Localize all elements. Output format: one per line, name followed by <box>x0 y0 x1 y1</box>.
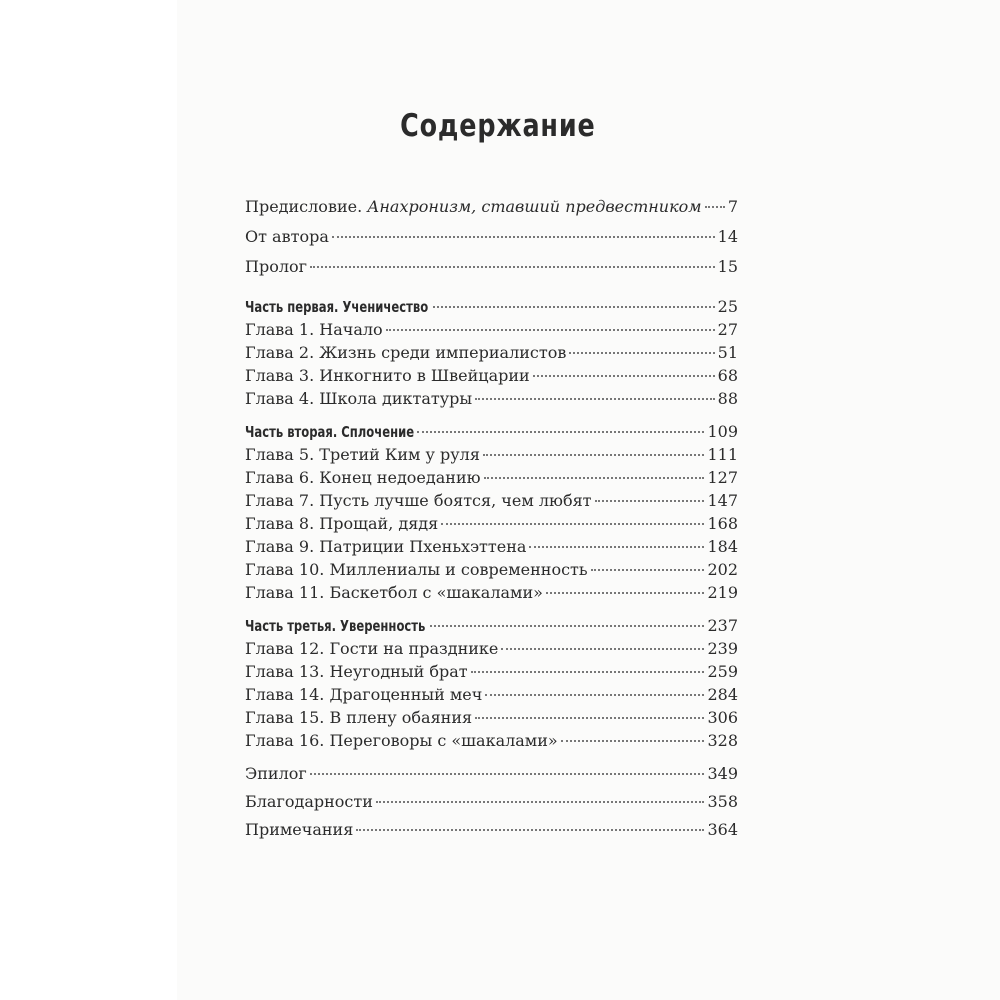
toc-part-label: Часть третья. Уверенность <box>245 617 426 635</box>
toc-entry-page: 7 <box>727 197 738 216</box>
toc-entry-page: 284 <box>707 685 738 704</box>
part-two <box>245 422 738 606</box>
leader-dots <box>595 500 705 502</box>
toc-chapter <box>245 560 738 583</box>
toc-entry-label: Глава 13. Неугодный брат <box>245 662 468 681</box>
leader-dots <box>483 454 705 456</box>
toc-chapter <box>245 583 738 606</box>
toc-entry-page: 168 <box>707 514 738 533</box>
leader-dots <box>376 801 705 803</box>
toc-entry-page: 88 <box>717 389 738 408</box>
leader-dots <box>485 694 704 696</box>
toc-part-heading <box>245 297 738 320</box>
leader-dots <box>433 306 715 308</box>
toc-entry-page: 14 <box>717 227 738 246</box>
toc-entry-label: Глава 10. Миллениалы и современность <box>245 560 588 579</box>
leader-dots <box>591 569 705 571</box>
toc-entry-page: 111 <box>707 445 738 464</box>
toc-entry-page: 25 <box>717 297 738 316</box>
leader-dots <box>332 236 715 238</box>
toc-chapter <box>245 320 738 343</box>
leader-dots <box>475 717 704 719</box>
toc-entry-page: 127 <box>707 468 738 487</box>
toc-entry-label: Глава 2. Жизнь среди империалистов <box>245 343 567 362</box>
toc-chapter <box>245 639 738 662</box>
toc-entry-page: 15 <box>717 257 738 276</box>
toc-entry-label: Глава 1. Начало <box>245 320 383 339</box>
page-title: Содержание <box>400 108 596 144</box>
leader-dots <box>475 398 715 400</box>
leader-dots <box>386 329 715 331</box>
toc-entry-page: 328 <box>707 731 738 750</box>
toc-entry-page: 364 <box>707 820 738 839</box>
toc-entry-page: 349 <box>707 764 738 783</box>
toc-chapter <box>245 491 738 514</box>
leader-dots <box>441 523 704 525</box>
toc-entry-notes <box>245 820 738 848</box>
toc-part-heading <box>245 616 738 639</box>
leader-dots <box>533 375 715 377</box>
toc-part-label: Часть первая. Ученичество <box>245 298 429 316</box>
toc-entry-label: Глава 12. Гости на празднике <box>245 639 499 658</box>
leader-dots <box>546 592 705 594</box>
leader-dots <box>356 829 704 831</box>
front-matter <box>245 197 738 287</box>
toc-chapter <box>245 514 738 537</box>
toc-entry-page: 239 <box>707 639 738 658</box>
toc-entry-label: От автора <box>245 227 329 246</box>
leader-dots <box>529 546 704 548</box>
toc-entry-from-author <box>245 227 738 257</box>
toc-entry-label: Глава 8. Прощай, дядя <box>245 514 439 533</box>
toc-entry-label: Глава 14. Драгоценный меч <box>245 685 483 704</box>
toc-entry-label: Глава 16. Переговоры с «шакалами» <box>245 731 558 750</box>
toc-entry-page: 184 <box>707 537 738 556</box>
toc-entry-page: 109 <box>707 422 738 441</box>
toc-entry-epilogue <box>245 764 738 792</box>
toc-chapter <box>245 708 738 731</box>
back-matter <box>245 764 738 848</box>
toc-entry-page: 202 <box>707 560 738 579</box>
toc-part-label: Часть вторая. Сплочение <box>245 423 415 441</box>
part-one <box>245 297 738 412</box>
toc-entry-label: Глава 7. Пусть лучше боятся, чем любят <box>245 491 592 510</box>
toc-entry-page: 259 <box>707 662 738 681</box>
toc-entry-page: 51 <box>717 343 738 362</box>
leader-dots <box>501 648 704 650</box>
toc-entry-page: 306 <box>707 708 738 727</box>
toc-entry-label: Пролог <box>245 257 308 276</box>
toc-entry-label: Глава 4. Школа диктатуры <box>245 389 473 408</box>
toc-entry-label: Глава 11. Баскетбол с «шакалами» <box>245 583 543 602</box>
toc-chapter <box>245 366 738 389</box>
part-three <box>245 616 738 754</box>
toc-entry-preface <box>245 197 738 227</box>
toc-entry-label: Глава 9. Патриции Пхеньхэттена <box>245 537 527 556</box>
leader-dots <box>417 431 705 433</box>
leader-dots <box>310 266 715 268</box>
toc-entry-label: Глава 6. Конец недоеданию <box>245 468 481 487</box>
table-of-contents <box>245 197 738 858</box>
toc-entry-page: 147 <box>707 491 738 510</box>
toc-chapter <box>245 445 738 468</box>
toc-entry-page: 237 <box>707 616 738 635</box>
toc-entry-page: 27 <box>717 320 738 339</box>
toc-chapter <box>245 468 738 491</box>
leader-dots <box>430 625 705 627</box>
toc-chapter <box>245 343 738 366</box>
toc-chapter <box>245 731 738 754</box>
toc-chapter <box>245 662 738 685</box>
toc-part-heading <box>245 422 738 445</box>
leader-dots <box>471 671 705 673</box>
toc-entry-page: 219 <box>707 583 738 602</box>
toc-entry-label: Предисловие. Анахронизм, ставший предвестником <box>245 197 702 216</box>
leader-dots <box>705 206 725 208</box>
toc-entry-page: 68 <box>717 366 738 385</box>
toc-entry-label: Глава 3. Инкогнито в Швейцарии <box>245 366 530 385</box>
toc-chapter <box>245 685 738 708</box>
toc-entry-label: Благодарности <box>245 792 373 811</box>
toc-entry-label: Примечания <box>245 820 354 839</box>
toc-entry-label: Глава 5. Третий Ким у руля <box>245 445 480 464</box>
toc-entry-page: 358 <box>707 792 738 811</box>
leader-dots <box>569 352 714 354</box>
leader-dots <box>561 740 705 742</box>
leader-dots <box>484 477 705 479</box>
toc-entry-prologue <box>245 257 738 287</box>
toc-entry-acknowledgements <box>245 792 738 820</box>
toc-chapter <box>245 537 738 560</box>
leader-dots <box>310 773 705 775</box>
toc-chapter <box>245 389 738 412</box>
toc-entry-label: Глава 15. В плену обаяния <box>245 708 473 727</box>
toc-entry-label: Эпилог <box>245 764 307 783</box>
